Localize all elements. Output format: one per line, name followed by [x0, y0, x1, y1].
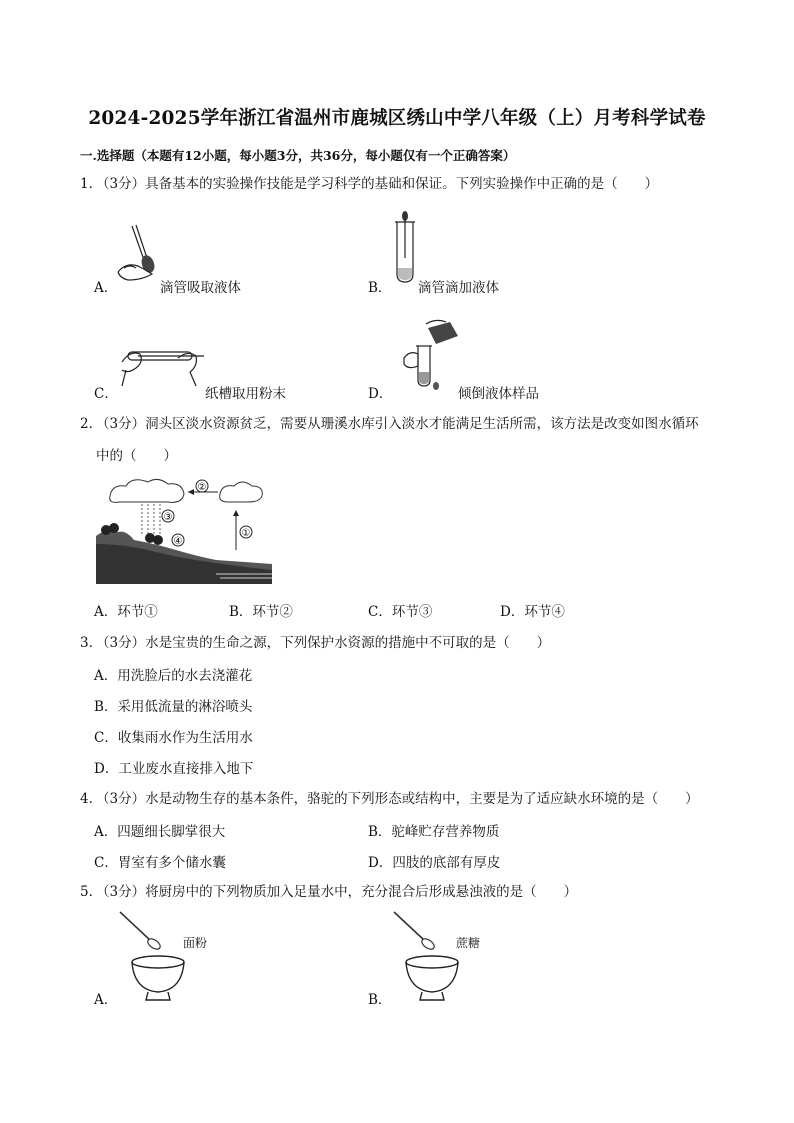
q3-option-d[interactable] [94, 757, 253, 777]
q4-option-c[interactable] [94, 851, 226, 871]
question-text: （3分）将厨房中的下列物质加入足量水中，充分混合后形成悬浊液的是（ ） [96, 884, 578, 900]
q5-option-b-caption: 蔗糖 [456, 936, 481, 950]
flour-bowl-figure [116, 910, 192, 1006]
q1-option-c-caption: 纸槽取用粉末 [205, 386, 286, 402]
option-text: 环节④ [524, 604, 565, 620]
q1-option-b[interactable] [368, 276, 391, 296]
question-1 [80, 174, 658, 194]
question-number: 1． [80, 176, 103, 192]
pouring-liquid-figure [396, 318, 462, 394]
question-text: （3分）洞头区淡水资源贫乏，需要从珊溪水库引入淡水才能满足生活所需，该方法是改变如图水循环 [96, 416, 699, 432]
question-number: 2． [80, 416, 103, 432]
section-heading: 一.选择题（本题有12小题，每小题3分，共36分，每小题仅有一个正确答案） [80, 148, 516, 163]
option-letter: D． [368, 855, 393, 871]
option-letter: C． [368, 604, 392, 620]
question-number: 4． [80, 791, 103, 807]
q2-option-d[interactable] [500, 600, 565, 620]
option-letter: B． [368, 992, 392, 1008]
cycle-label-3: ③ [163, 512, 173, 523]
cycle-label-4: ④ [173, 536, 183, 547]
water-cycle-figure [96, 474, 272, 584]
q2-option-b[interactable] [229, 600, 293, 620]
dropper-dropping-figure [390, 210, 420, 288]
option-letter: D． [94, 761, 119, 777]
option-text: 四题细长脚掌很大 [117, 824, 226, 840]
q1-option-d[interactable] [368, 382, 392, 402]
q2-option-c[interactable] [368, 600, 432, 620]
option-letter: B． [94, 699, 118, 715]
q5-option-b[interactable] [368, 988, 391, 1008]
q1-option-a[interactable] [94, 276, 117, 296]
option-text: 用洗脸后的水去浇灌花 [117, 668, 253, 684]
option-letter: A． [94, 280, 118, 296]
question-3 [80, 633, 550, 653]
q3-option-a[interactable] [94, 664, 252, 684]
option-text: 环节② [252, 604, 293, 620]
option-letter: B． [368, 280, 392, 296]
option-text: 驼峰贮存营养物质 [391, 824, 500, 840]
question-5 [80, 882, 577, 902]
question-text: （3分）具备基本的实验操作技能是学习科学的基础和保证。下列实验操作中正确的是（ ） [96, 176, 659, 192]
option-letter: A． [94, 604, 118, 620]
paper-trough-figure [118, 340, 208, 390]
q4-option-b[interactable] [368, 820, 499, 840]
option-letter: D． [500, 604, 525, 620]
option-letter: C． [94, 855, 118, 871]
option-text: 胃室有多个储水囊 [117, 855, 226, 871]
dropper-suction-figure [112, 222, 160, 284]
question-text: （3分）水是宝贵的生命之源，下列保护水资源的措施中不可取的是（ ） [96, 635, 551, 651]
option-text: 环节① [117, 604, 158, 620]
question-2-continued: 中的（ ） [96, 448, 177, 464]
option-letter: D． [368, 386, 393, 402]
cycle-label-2: ② [197, 482, 207, 493]
option-text: 采用低流量的淋浴喷头 [117, 699, 253, 715]
q1-option-c[interactable] [94, 382, 118, 402]
cycle-label-1: ① [241, 528, 251, 539]
question-number: 3． [80, 635, 103, 651]
option-text: 环节③ [391, 604, 433, 620]
page-title: 2024-2025学年浙江省温州市鹿城区绣山中学八年级（上）月考科学试卷 [88, 108, 706, 129]
q3-option-b[interactable] [94, 695, 252, 715]
option-letter: B． [368, 824, 392, 840]
question-4 [80, 789, 699, 809]
q4-option-d[interactable] [368, 851, 500, 871]
option-letter: B． [229, 604, 253, 620]
q3-option-c[interactable] [94, 726, 253, 746]
option-letter: A． [94, 668, 118, 684]
question-2 [80, 414, 699, 434]
option-text: 四肢的底部有厚皮 [392, 855, 501, 871]
option-letter: A． [94, 992, 118, 1008]
question-text: （3分）水是动物生存的基本条件，骆驼的下列形态或结构中，主要是为了适应缺水环境的是（ ） [96, 791, 699, 807]
q1-option-b-caption: 滴管滴加液体 [418, 280, 499, 296]
sugar-bowl-figure [390, 910, 466, 1006]
q5-option-a-caption: 面粉 [183, 936, 208, 950]
q1-option-a-caption: 滴管吸取液体 [160, 280, 241, 296]
q2-option-a[interactable] [94, 600, 158, 620]
option-text: 工业废水直接排入地下 [118, 761, 254, 777]
q5-option-a[interactable] [94, 988, 117, 1008]
q4-option-a[interactable] [94, 820, 225, 840]
option-letter: C． [94, 730, 118, 746]
option-text: 收集雨水作为生活用水 [117, 730, 253, 746]
option-letter: A． [94, 824, 118, 840]
q1-option-d-caption: 倾倒液体样品 [458, 386, 539, 402]
question-number: 5． [80, 884, 103, 900]
option-letter: C． [94, 386, 118, 402]
